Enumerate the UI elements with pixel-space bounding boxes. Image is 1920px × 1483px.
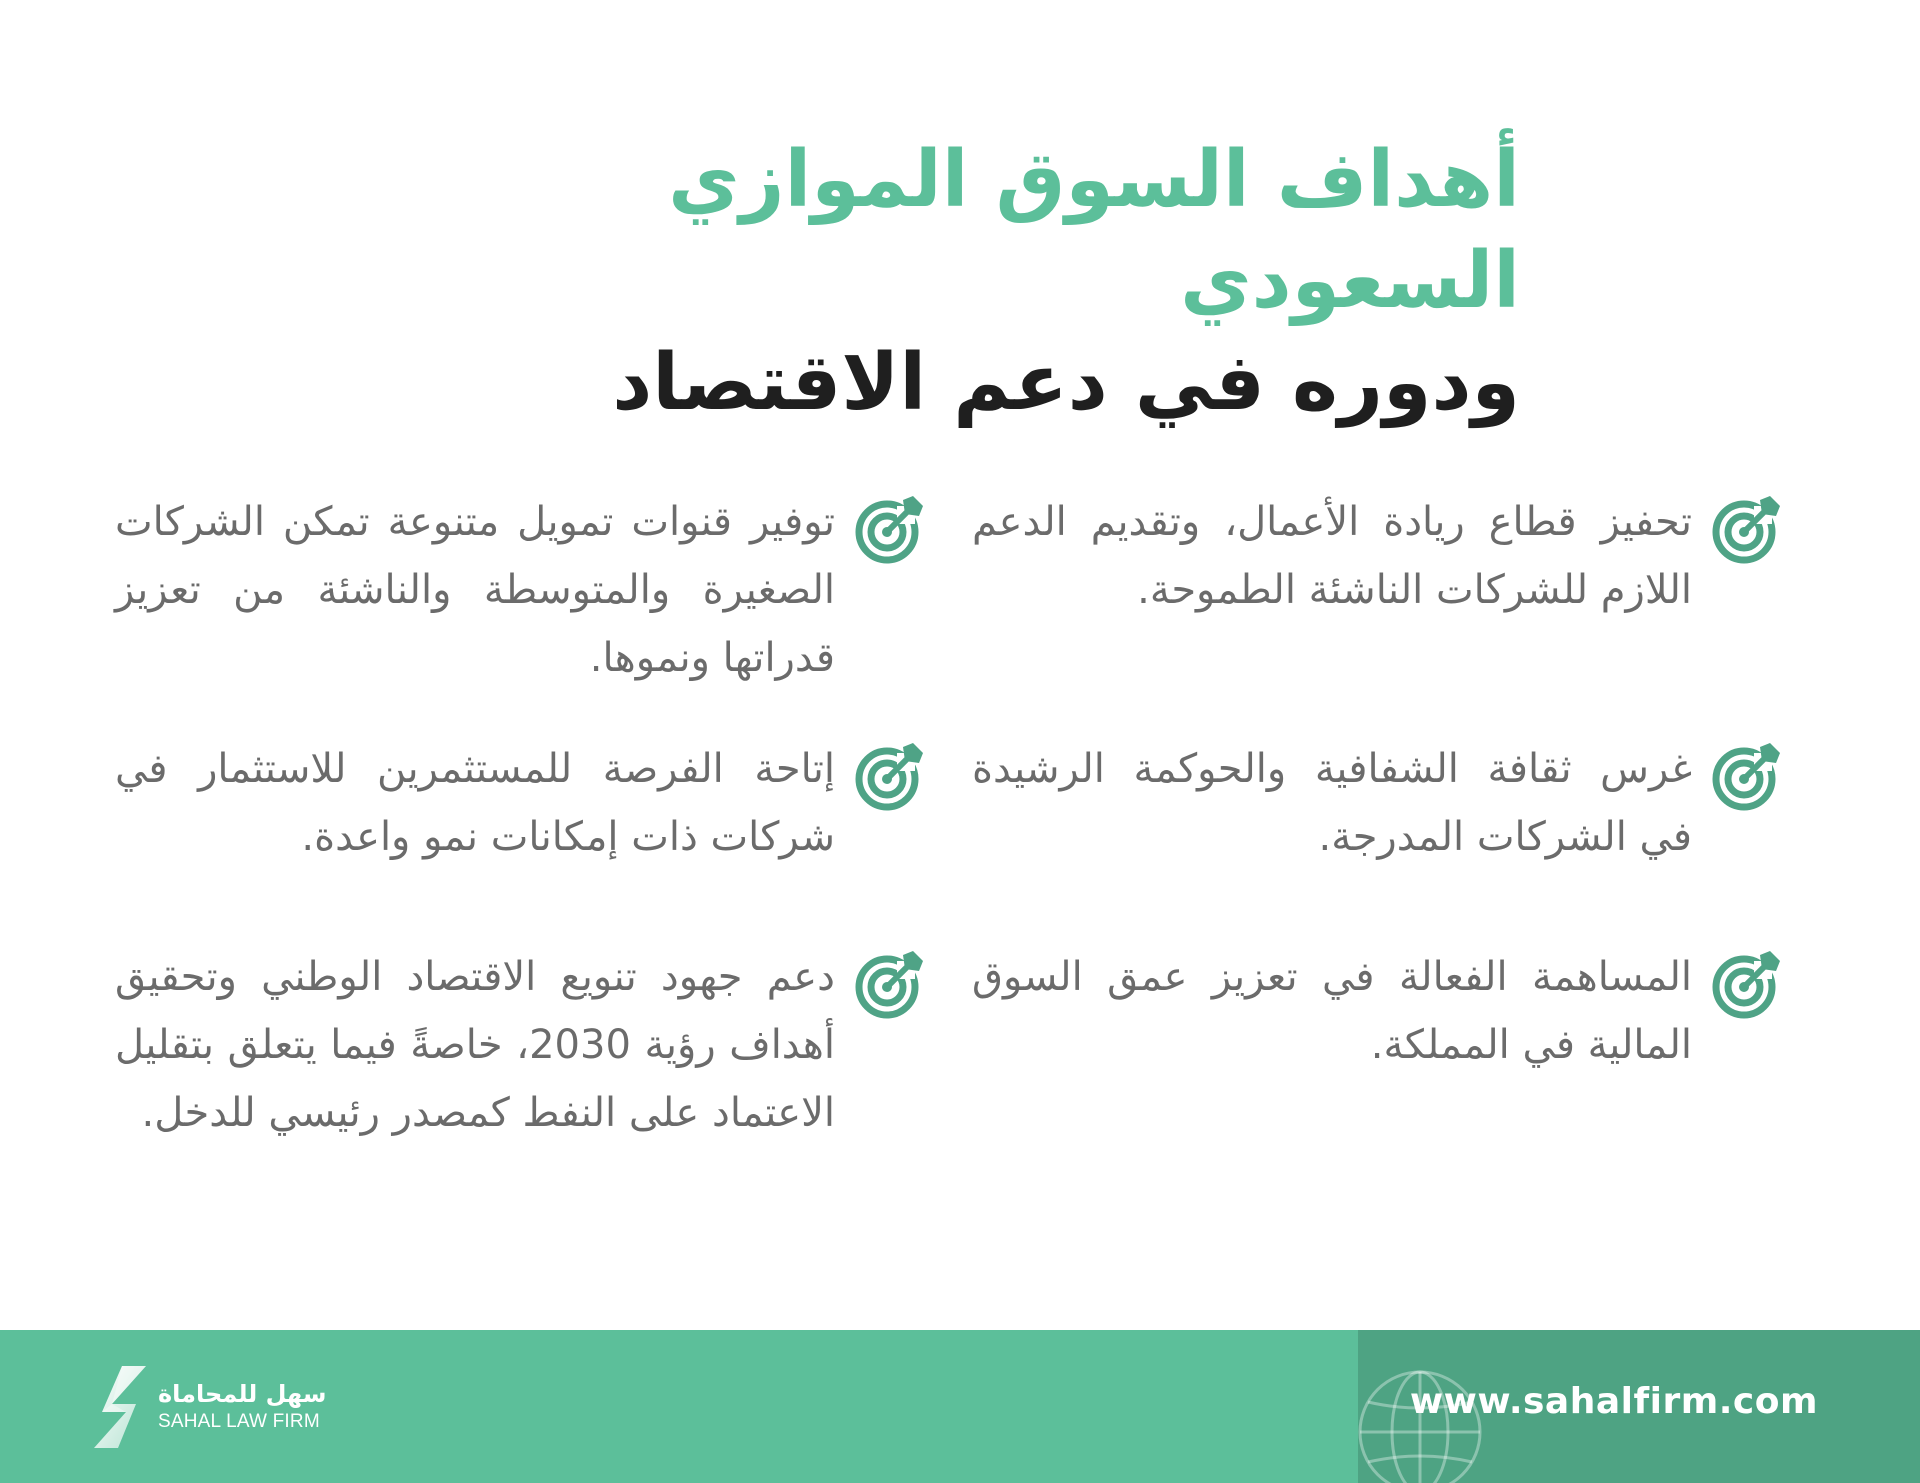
goal-text: إتاحة الفرصة للمستثمرين للاستثمار في شركات ذات إمكانات نمو واعدة.: [115, 746, 835, 860]
goal-item: [115, 488, 925, 692]
target-arrow-icon: [853, 949, 925, 1021]
goal-item: [972, 943, 1782, 1079]
footer-bar: [0, 1330, 1920, 1483]
goal-item: [115, 735, 925, 871]
website-link[interactable]: www.sahalfirm.com: [1409, 1381, 1818, 1422]
goal-text: غرس ثقافة الشفافية والحوكمة الرشيدة في الشركات المدرجة.: [972, 746, 1692, 860]
target-arrow-icon: [1710, 949, 1782, 1021]
title-block: [420, 130, 1520, 434]
target-arrow-icon: [1710, 741, 1782, 813]
logo-english-name: SAHAL LAW FIRM: [158, 1411, 320, 1433]
goal-text: توفير قنوات تمويل متنوعة تمكن الشركات الصغيرة والمتوسطة والناشئة من تعزيز قدراتها ونموها.: [115, 499, 835, 681]
goal-item: [972, 488, 1782, 624]
goal-text: دعم جهود تنويع الاقتصاد الوطني وتحقيق أهداف رؤية 2030، خاصةً فيما يتعلق بتقليل الاعتماد على النفط كمصدر رئيسي للدخل.: [115, 954, 836, 1136]
logo-mark-icon: [92, 1364, 148, 1450]
goal-text: المساهمة الفعالة في تعزيز عمق السوق المالية في المملكة.: [972, 954, 1692, 1068]
footer-website-panel: [1358, 1330, 1920, 1483]
target-arrow-icon: [853, 741, 925, 813]
page-subtitle: ودوره في دعم الاقتصاد: [612, 337, 1520, 428]
goal-item: [972, 735, 1782, 871]
logo-text: [158, 1379, 326, 1435]
page-title: أهداف السوق الموازي السعودي: [668, 135, 1520, 327]
target-arrow-icon: [1710, 494, 1782, 566]
target-arrow-icon: [853, 494, 925, 566]
goal-text: تحفيز قطاع ريادة الأعمال، وتقديم الدعم اللازم للشركات الناشئة الطموحة.: [972, 499, 1692, 613]
goal-item: [115, 943, 925, 1147]
logo-arabic-name: سهل للمحاماة: [158, 1380, 327, 1409]
brand-logo[interactable]: [92, 1364, 326, 1450]
